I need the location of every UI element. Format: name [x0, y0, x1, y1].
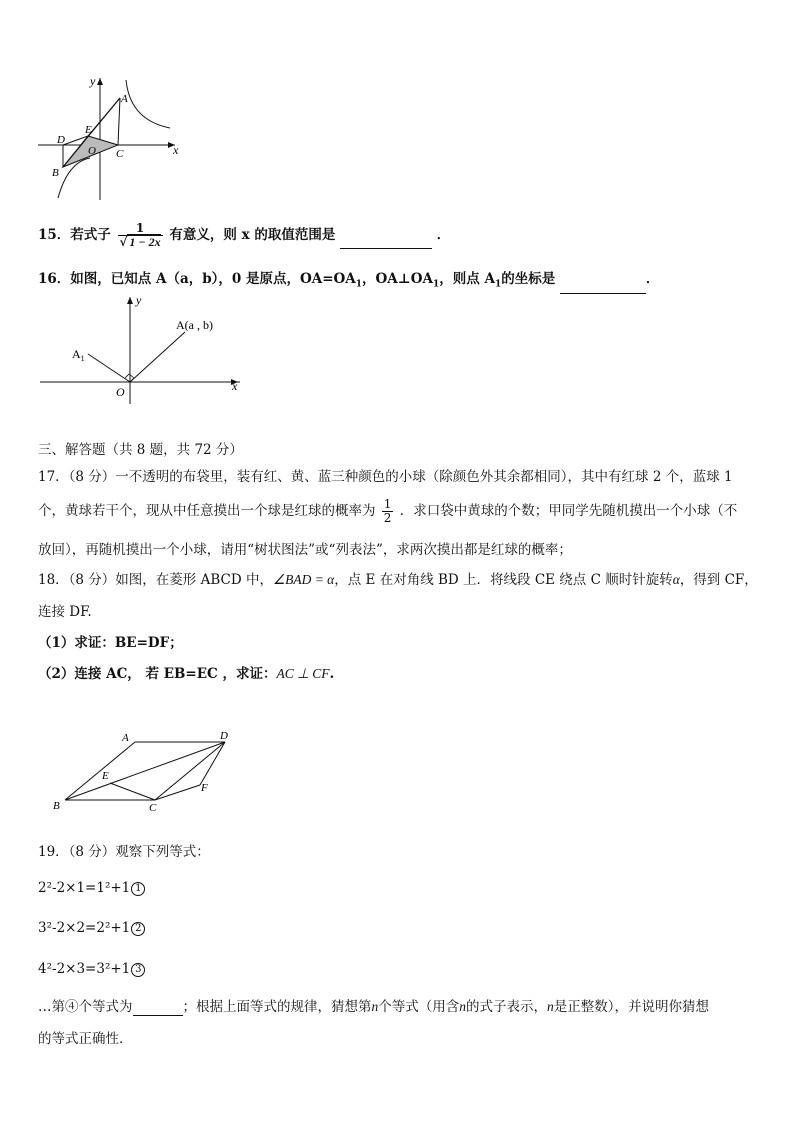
- origin-label: O: [88, 145, 96, 157]
- section-title: 三、解答题（共 8 题，共 72 分）: [38, 442, 243, 458]
- point-A1-label: $A_1$: [72, 347, 85, 363]
- point-C-label: C: [116, 148, 124, 160]
- q15-frac-den: 1 − 2x: [129, 235, 161, 249]
- figure-q18: [45, 725, 245, 815]
- y-axis-label: y: [136, 293, 142, 307]
- q15-fraction: $\frac{1}{√ 1 - 2x}$: [119, 221, 161, 249]
- origin-label: O: [116, 385, 125, 399]
- q19-equation-3: 4²-2×3=3²+1 3: [38, 960, 145, 978]
- q17-line2: 个，黄球若干个，现从中任意摸出一个球是红球的概率为 $\frac{1}{2}$ ．求口袋中黄球的个数；甲同学先随机摸出一个小球（不: [38, 497, 738, 525]
- q18-line1: 18．（8 分）如图，在菱形 ABCD 中，∠BAD = α，点 E 在对角线 BD 上．将线段 CE 绕点 C 顺时针旋转α，得到 CF，: [38, 572, 758, 588]
- point-C-label: C: [149, 802, 157, 814]
- question-16: 16．如图，已知点 A（a，b），0 是原点，$OA=OA_1$，$OA\perp OA_1$，则点 $A_1$的坐标是 ．: [38, 270, 659, 294]
- q18-part1: （1）求证：BE=DF；: [38, 635, 183, 651]
- q18-line2: 连接 DF.: [38, 604, 92, 620]
- q15-frac-num: 1: [118, 222, 163, 236]
- x-axis-label: x: [173, 143, 179, 157]
- q17-line1: 17．（8 分）一不透明的布袋里，装有红、黄、蓝三种颜色的小球（除颜色外其余都相同），其中有红球 2 个，蓝球 1: [38, 469, 733, 485]
- point-E-label: E: [85, 124, 92, 136]
- q17-fraction: $\frac{1}{2}$: [383, 497, 392, 525]
- y-axis-label: y: [90, 74, 96, 88]
- figure-q16: [30, 292, 250, 407]
- question-15: 15．若式子 $\frac{1}{√ 1 - 2x}$ 有意义，则 x 的取值范围是 ．: [38, 221, 451, 249]
- q19-line4: …第④个等式为 ；根据上面等式的规律，猜想第n个等式（用含n的式子表示，n是正整数），并说明你猜想: [38, 999, 709, 1015]
- q19-title: 19．（8 分）观察下列等式：: [38, 844, 210, 860]
- point-D-label: D: [220, 730, 228, 742]
- point-B-label: B: [52, 167, 59, 179]
- q19-answer-blank[interactable]: [133, 1001, 183, 1016]
- q16-answer-blank[interactable]: [560, 279, 646, 294]
- q19-equation-2: 3²-2×2=2²+1 2: [38, 919, 145, 937]
- point-E-label: E: [102, 770, 109, 782]
- point-A-label: A: [121, 93, 128, 105]
- point-B-label: B: [53, 800, 60, 812]
- circled-number-1: 1: [131, 882, 145, 896]
- circled-number-3: 3: [131, 963, 145, 977]
- point-A-label: A: [122, 732, 129, 744]
- q15-answer-blank[interactable]: [340, 234, 432, 249]
- q15-suffix: 有意义，则 x 的取值范围是: [169, 227, 336, 243]
- q18-part2: （2）连接 AC， 若 EB=EC ，求证：AC ⊥ CF.: [38, 666, 335, 682]
- q15-prefix: 15．若式子: [38, 227, 111, 243]
- circled-number-2: 2: [131, 922, 145, 936]
- q19-line5: 的等式正确性．: [38, 1031, 133, 1047]
- point-A-label: A(a , b): [176, 318, 213, 332]
- figure-q14: [30, 70, 190, 205]
- point-D-label: D: [57, 134, 65, 146]
- point-F-label: F: [201, 782, 208, 794]
- q17-line3: 放回），再随机摸出一个小球，请用“树状图法”或“列表法”，求两次摸出都是红球的概率；: [38, 542, 572, 558]
- x-axis-label: x: [232, 379, 238, 393]
- q19-equation-1: 2²-2×1=1²+1 1: [38, 879, 145, 897]
